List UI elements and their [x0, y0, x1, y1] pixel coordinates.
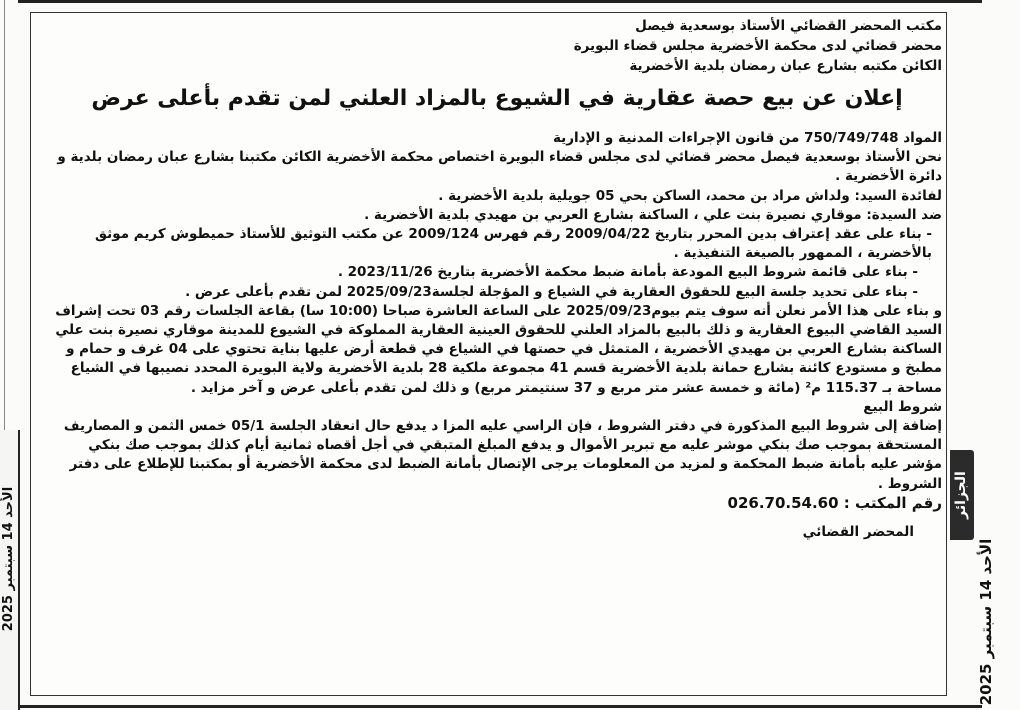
- beneficiary: لفائدة السيد: ولداش مراد بن محمد، الساكن بحي 05 جويلية بلدية الأخضرية .: [438, 187, 942, 204]
- sale-conditions-heading: شروط البيع: [863, 398, 942, 415]
- legal-articles: المواد 750/749/748 من قانون الإجراءات المدنية و الإدارية: [552, 130, 942, 146]
- bottom-rule: [18, 705, 982, 708]
- issue-date: [974, 538, 998, 706]
- left-column-edge: [0, 0, 5, 430]
- basis-debt-deed: - بناء على عقد إعتراف بدين المحرر بتاريخ 2009/04/22 رقم فهرس 2009/124 عن مكتب التوثيق للأستاذ حميطوش كريم موثق بالأخضرية ، الممهور بالصيغة التنفيذية .: [95, 226, 932, 262]
- notice-title: إعلان عن بيع حصة عقارية في الشيوع بالمزاد العلني لمن تقدم بأعلى عرض: [91, 86, 903, 111]
- newspaper-logo-text: الجزائر: [953, 471, 969, 519]
- left-date: الأحد 14 سبتمبر 2025: [1, 486, 16, 632]
- issue-date-text: الأحد 14 سبتمبر 2025: [977, 538, 995, 706]
- defendant: ضد السيدة: موقاري نصيرة بنت علي ، الساكنة بشارع العربي بن مهيدي بلدية الأخضرية .: [364, 206, 942, 223]
- right-page-strip: [950, 430, 1020, 710]
- basis-conditions-list: - بناء على قائمة شروط البيع المودعة بأمانة ضبط محكمة الأخضرية بتاريخ 2023/11/26 .: [337, 264, 918, 281]
- office-phone: رقم المكتب : 026.70.54.60: [727, 493, 942, 512]
- notice-content: [52, 16, 942, 542]
- sale-announcement: و بناء على هذا الأمر نعلن أنه سوف يتم بيوم2025/09/23 على الساعة العاشرة صباحا (10:00 سا) بقاعة الجلسات رقم 03 تحت إشراف السيد القاضي البيوع العقارية و ذلك بالبيع بالمزاد العلني للحقوق العينية العقارية المملوكة في الشيوع للمدينة موقاري نصيرة بنت علي الساكنة بشارع العربي بن مهيدي الأخضرية ، المتمثل في حصتها في الشياع في قطعة أرض عليها بناية تحتوي على 04 غرف و حمام و مطبخ و مستودع كائنة بشارع حمانة بلدية الأخضرية قسم 41 مجموعة ملكية 28 بلدية الأخضرية ولاية البويرة المحدد نصيبها في الشياع مساحة بـ 115.37 م² (مائة و خمسة عشر متر مربع و 37 سنتيمتر مربع) و ذلك لمن تقدم بأعلى عرض و آخر مزايد .: [55, 302, 942, 396]
- top-rule: [18, 0, 982, 9]
- bailiff-intro: نحن الأستاذ بوسعدية فيصل محضر قضائي لدى مجلس قضاء البويرة اختصاص محكمة الأخضرية الكائن مكتبنا بشارع عبان رمضان بلدية و دائرة الأخضرية .: [57, 149, 942, 185]
- sale-conditions: إضافة إلى شروط البيع المذكورة في دفتر الشروط ، فإن الراسي عليه المزا د يدفع حال انعقاد الجلسة 05/1 خمس الثمن و المصاريف المستحقة بموجب صك بنكي موشر عليه مع تبرير الأموال و يدفع المبلغ المتبقي في أجل أقصاه ثمانية أيام كذلك بموجب صك بنكي مؤشر عليه بأمانة ضبط المحكمة و لمزيد من المعلومات يرجى الإتصال بأمانة الضبط لدى محكمة الأخضرية أو بمكتبنا للإطلاع على دفتر الشروط .: [63, 418, 942, 492]
- office-address: الكائن مكتبه بشارع عبان رمضان بلدية الأخضرية: [629, 58, 942, 74]
- basis-session-date: - بناء على تحديد جلسة البيع للحقوق العقارية في الشياع و المؤجلة لجلسة2025/09/23 لمن تقدم بأعلى عرض .: [185, 283, 918, 300]
- bailiff-title: محضر قضائي لدى محكمة الأخضرية مجلس قضاء البويرة: [573, 38, 942, 54]
- signature: المحضر القضائي: [802, 524, 914, 541]
- office-name: مكتب المحضر القضائي الأستاذ بوسعدية فيصل: [635, 18, 942, 34]
- left-page-strip: [0, 430, 20, 710]
- newspaper-logo: [950, 450, 974, 540]
